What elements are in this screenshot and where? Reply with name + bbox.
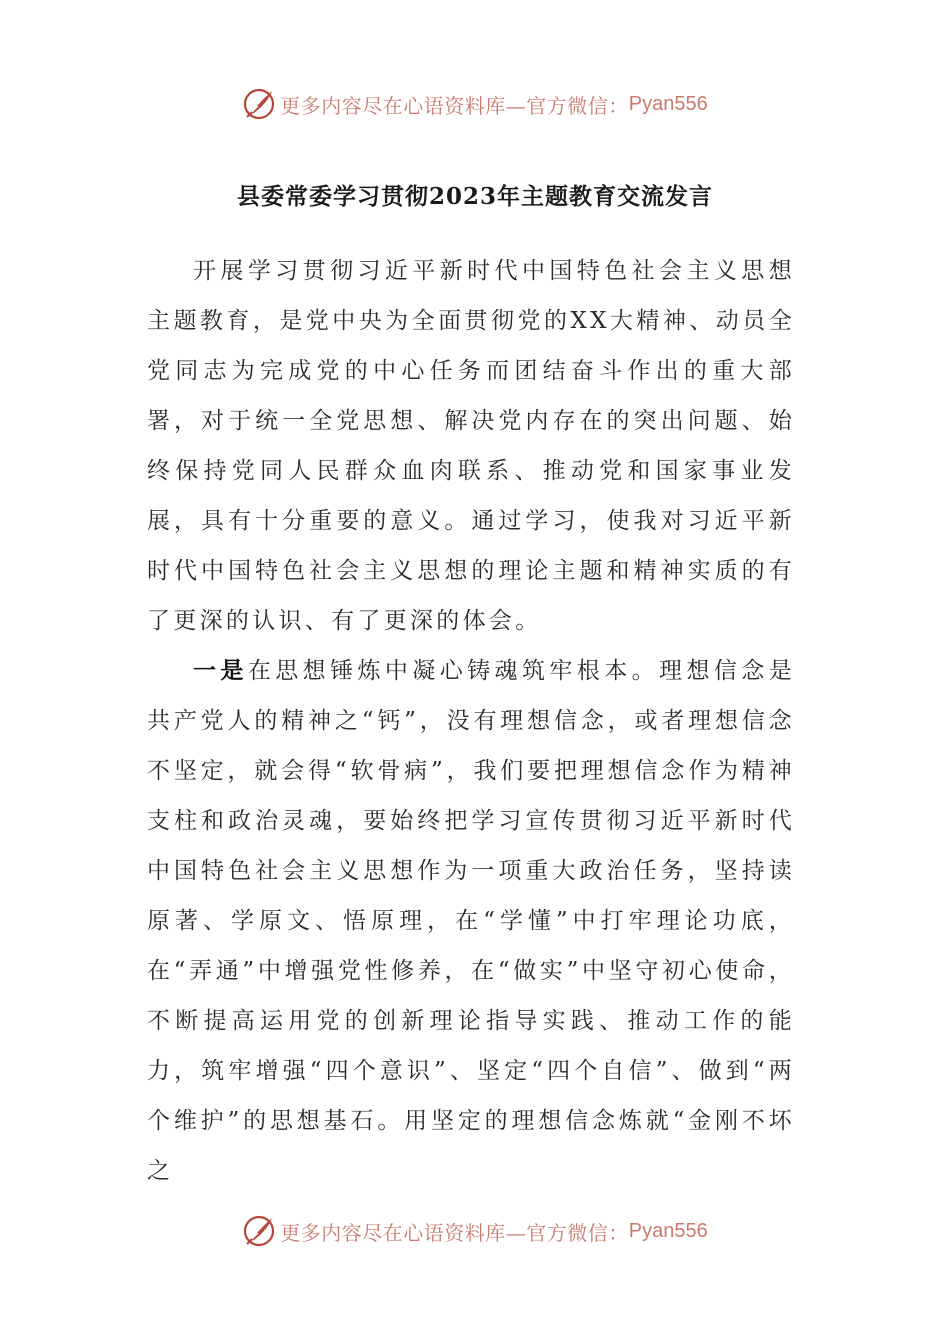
footer-banner (0, 1211, 950, 1251)
quill-logo-icon (242, 87, 276, 121)
paragraph-text: 开展学习贯彻习近平新时代中国特色社会主义思想主题教育，是党中央为全面贯彻党的XX大精神、动员全党同志为完成党的中心任务而团结奋斗作出的重大部署，对于统一全党思想、解决党内存在的突出问题、始终保持党同人民群众血肉联系、推动党和国家事业发展，具有十分重要的意义。通过学习，使我对习近平新时代中国特色社会主义思想的理论主题和精神实质的有了更深的认识、有了更深的体会。 (147, 258, 795, 634)
banner-text: 更多内容尽在心语资料库—官方微信： (280, 93, 629, 118)
header-banner (0, 84, 950, 124)
paragraph-text: 在思想锤炼中凝心铸魂筑牢根本。理想信念是共产党人的精神之“钙”，没有理想信念，或者理想信念不坚定，就会得“软骨病”，我们要把理想信念作为精神支柱和政治灵魂，要始终把学习宣传贯彻习近平新时代中国特色社会主义思想作为一项重大政治任务，坚持读原著、学原文、悟原理，在“学懂”中打牢理论功底，在“弄通”中增强党性修养，在“做实”中坚守初心使命，不断提高运用党的创新理论指导实践、推动工作的能力，筑牢增强“四个意识”、坚定“四个自信”、做到“两个维护”的思想基石。用坚定的理想信念炼就“金刚不坏之 (147, 658, 795, 1184)
wechat-id: Pyan556 (628, 1219, 708, 1242)
wechat-id: Pyan556 (628, 92, 708, 115)
banner-text: 更多内容尽在心语资料库—官方微信： (280, 1220, 629, 1245)
document-title: 县委常委学习贯彻2023年主题教育交流发言 (236, 183, 713, 210)
paragraph (147, 246, 795, 646)
quill-logo-icon (242, 1214, 276, 1248)
document-body (147, 246, 795, 1196)
paragraph (147, 646, 795, 1196)
paragraph-lead: 一是 (193, 657, 248, 684)
